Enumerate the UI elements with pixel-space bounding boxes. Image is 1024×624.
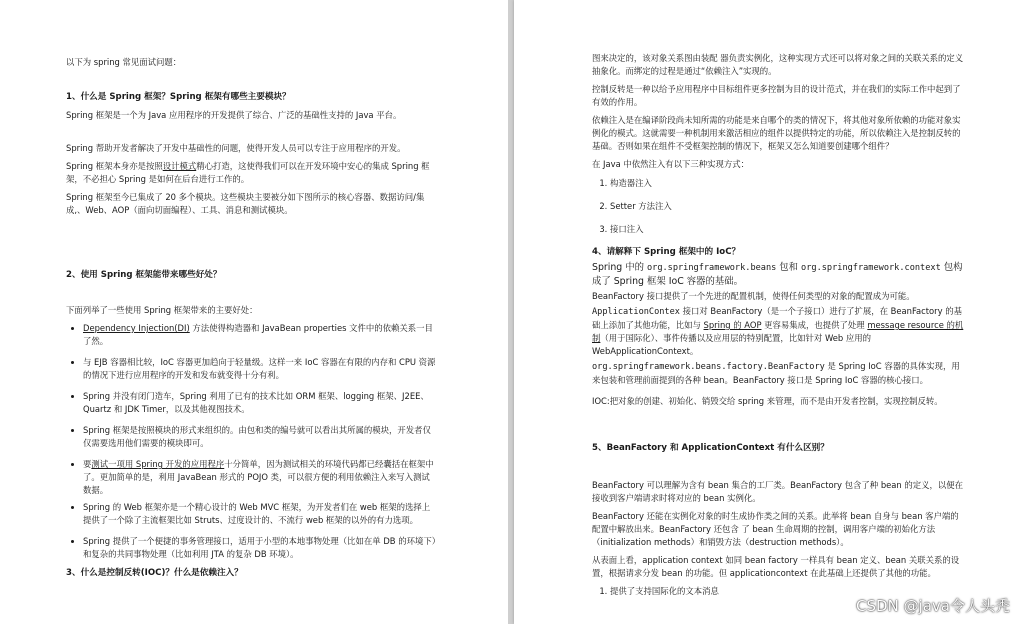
q1-heading: 1、什么是 Spring 框架？Spring 框架有哪些主要模块？ <box>66 92 291 102</box>
benefit-item <box>83 501 436 527</box>
q1-p3-text-a: Spring 框架本身亦是按照 <box>66 161 163 171</box>
q1-paragraph-1: Spring 框架是一个为 Java 应用程序的开发提供了综合、广泛的基础性支持的 Java 平台。 <box>66 110 402 120</box>
q1-paragraph-4: Spring 框架至今已集成了 20 多个模块。这些模块主要被分如下图所示的核心容器、数据访问/集成,、Web、AOP（面向切面编程）、工具、消息和测试模块。 <box>66 192 425 215</box>
benefit-item <box>83 390 436 416</box>
benefit-item <box>83 356 436 382</box>
injection-ways-list <box>592 177 964 236</box>
benefit-6-text: Spring 的 Web 框架亦是一个精心设计的 Web MVC 框架，为开发者们在 web 框架的选择上提供了一个除了主流框架比如 Struts、过度设计的、不流行 web 框架的以外的有力选项。 <box>83 502 431 525</box>
benefit-item <box>83 535 436 561</box>
q1-paragraph-3 <box>66 160 436 186</box>
q5-heading: 5、BeanFactory 和 ApplicationContext 有什么区别？ <box>592 443 829 453</box>
dependency-injection-link[interactable]: Dependency Injection(DI) <box>83 323 190 333</box>
right-page-content <box>592 52 964 608</box>
benefit-5-text-b: 十分简单，因为测试相关的环境代码都已经囊括在框架中了。更加简单的是，利用 JavaBean 形式的 POJO 类，可以很方便的利用依赖注入来写入测试数据。 <box>83 459 434 495</box>
q5-paragraph-3: 从表面上看，application context 如同 bean factory 一样具有 bean 定义、bean 关联关系的设置，根据请求分发 bean 的功能。但 applicationcontext 在此基础上还提供了其他的功能。 <box>592 555 960 578</box>
q1-paragraph-2: Spring 帮助开发者解决了开发中基础性的问题，使得开发人员可以专注于应用程序的开发。 <box>66 143 406 153</box>
q5-list-item: 1. 提供了支持国际化的文本消息 <box>610 585 964 598</box>
q4-line-4 <box>592 360 964 387</box>
benefit-item <box>83 322 436 348</box>
application-context-name: ApplicationContex <box>592 307 680 317</box>
ioc-paragraph-2: 控制反转是一种以给予应用程序中目标组件更多控制为目的设计范式，并在我们的实际工作中起到了有效的作用。 <box>592 84 961 107</box>
q5-paragraph-2: BeanFactory 还能在实例化对象的时生成协作类之间的关系。此举将 bean 自身与 bean 客户端的配置中解放出来。BeanFactory 还包含 了 bean 生命周期的控制，调用客户端的初始化方法（initialization methods）和销毁方法（destruction methods）。 <box>592 511 959 547</box>
q3-heading: 3、什么是控制反转(IOC)？什么是依赖注入？ <box>66 568 243 578</box>
csdn-watermark: CSDN @java令人头秃 <box>856 597 1010 615</box>
injection-way-item: 2. Setter 方法注入 <box>610 200 964 213</box>
message-resource-link[interactable]: message resource 的机制 <box>592 320 964 343</box>
benefit-1-text: 方法使得构造器和 JavaBean properties 文件中的依赖关系一目了然。 <box>83 323 433 346</box>
benefit-7-text: Spring 提供了一个便捷的事务管理接口，适用于小型的本地事物处理（比如在单 DB 的环境下）和复杂的共同事物处理（比如利用 JTA 的复杂 DB 环境）。 <box>83 536 436 559</box>
q4-l4-text: 是 Spring IoC 容器的具体实现，用来包装和管理前面提到的各种 bean。BeanFactory 接口是 Spring IoC 容器的核心接口。 <box>592 361 960 385</box>
q1-p3-text-b: 精心打造，这使得我们可以在开发环境中安心的集成 Spring 框架，不必担心 Spring 是如何在后台进行工作的。 <box>66 161 430 184</box>
bean-factory-class: org.springframework.beans.factory.BeanFactory <box>592 362 825 372</box>
intro-text: 以下为 spring 常见面试问题： <box>66 57 182 67</box>
q4-line-2: BeanFactory 接口提供了一个先进的配置机制，使得任何类型的对象的配置成为可能。 <box>592 291 915 301</box>
q4-l3-text-c: （用于国际化）、事件传播以及应用层的特别配置，比如针对 Web 应用的 WebApplicationContext。 <box>592 333 872 356</box>
context-package: org.springframework.context <box>801 263 941 273</box>
benefit-4-text: Spring 框架是按照模块的形式来组织的。由包和类的编号就可以看出其所属的模块，开发者仅仅需要选用他们需要的模块即可。 <box>83 425 431 448</box>
q4-l1-text-a: Spring 中的 <box>592 262 647 273</box>
beans-package: org.springframework.beans <box>646 263 777 273</box>
right-page <box>514 0 1024 624</box>
design-pattern-link[interactable]: 设计模式 <box>162 161 197 171</box>
testing-link[interactable]: 测试一项用 Spring 开发的应用程序 <box>91 459 225 469</box>
ioc-paragraph-1: 图来决定的，该对象关系图由装配 器负责实例化，这种实现方式还可以将对象之间的关联关系的定义抽象化。而绑定的过程是通过“依赖注入”实现的。 <box>592 53 964 76</box>
benefit-2-text: 与 EJB 容器相比较，IoC 容器更加趋向于轻量级。这样一来 IoC 容器在有限的内存和 CPU 资源的情况下进行应用程序的开发和发布就变得十分有利。 <box>83 357 436 380</box>
benefit-item <box>83 458 436 497</box>
benefits-list <box>66 322 436 561</box>
benefit-3-text: Spring 并没有闭门造车，Spring 利用了已有的技术比如 ORM 框架、logging 框架、J2EE、Quartz 和 JDK Timer，以及其他视图技术。 <box>83 391 429 414</box>
q4-l3-text-b: 更容易集成，也提供了处理 <box>761 320 868 330</box>
q4-line-5: IOC:把对象的创建、初始化、销毁交给 spring 来管理，而不是由开发者控制，实现控制反转。 <box>592 396 943 406</box>
q5-section <box>592 442 964 598</box>
q4-l1-text-c: 包构成了 Spring 框架 IoC 容器的基础。 <box>592 262 963 287</box>
q4-heading: 4、请解释下 Spring 框架中的 IoC？ <box>592 247 741 257</box>
ioc-paragraph-3: 依赖注入是在编译阶段尚未知所需的功能是来自哪个的类的情况下，将其他对象所依赖的功能对象实例化的模式。这就需要一种机制用来激活相应的组件以提供特定的功能，所以依赖注入是控制反转的基础。否则如果在组件不受框架控制的情况下，框架又怎么知道要创建哪个组件？ <box>592 115 961 151</box>
spring-aop-link[interactable]: Spring 的 AOP <box>703 320 762 330</box>
left-page <box>0 0 508 624</box>
q2-heading: 2、使用 Spring 框架能带来哪些好处？ <box>66 270 222 280</box>
q4-section <box>592 246 964 408</box>
q4-line-3 <box>592 305 964 358</box>
q4-l3-text-a: 接口对 BeanFactory（是一个子接口）进行了扩展，在 BeanFactory 的基础上添加了其他功能，比如与 <box>592 306 962 330</box>
injection-way-item: 3. 接口注入 <box>610 223 964 236</box>
q4-l1-text-b: 包和 <box>776 262 802 273</box>
q5-paragraph-1: BeanFactory 可以理解为含有 bean 集合的工厂类。BeanFactory 包含了种 bean 的定义，以便在接收到客户端请求时将对应的 bean 实例化。 <box>592 480 964 503</box>
benefit-item <box>83 424 436 450</box>
injection-ways-intro: 在 Java 中依然注入有以下三种实现方式： <box>592 159 750 169</box>
benefit-5-text-a: 要 <box>83 459 92 469</box>
injection-way-item: 1. 构造器注入 <box>610 177 964 190</box>
left-page-content <box>66 56 436 585</box>
q4-line-1 <box>592 261 964 288</box>
q2-intro: 下面列举了一些使用 Spring 框架带来的主要好处： <box>66 305 258 315</box>
